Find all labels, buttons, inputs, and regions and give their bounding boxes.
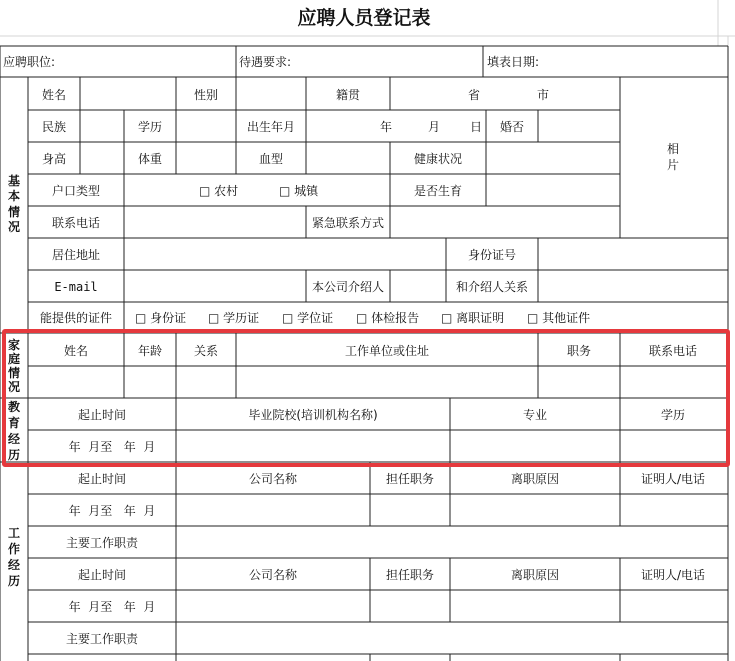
basic-section-label xyxy=(8,173,20,234)
marital-label: 婚否 xyxy=(499,120,525,134)
weight-label: 体重 xyxy=(137,152,163,166)
edu-period-value: 年 月至 年 月 xyxy=(68,440,156,454)
work-period-header: 起止时间 xyxy=(77,472,127,486)
has-children-label: 是否生育 xyxy=(413,184,463,198)
family-relation-header: 关系 xyxy=(193,344,219,358)
svg-text:基: 基 xyxy=(7,174,21,188)
certificates-label: 能提供的证件 xyxy=(39,311,113,325)
svg-text:教: 教 xyxy=(7,400,21,414)
svg-text:历: 历 xyxy=(7,574,21,588)
edu-period-header: 起止时间 xyxy=(77,408,127,422)
work-reference-header: 证明人/电话 xyxy=(640,472,706,486)
form-title: 应聘人员登记表 xyxy=(297,7,431,29)
referrer-label: 本公司介绍人 xyxy=(311,280,385,294)
hukou-urban-option[interactable]: □ 城镇 xyxy=(279,184,319,198)
family-workplace-header: 工作单位或住址 xyxy=(344,344,430,358)
family-job-header: 职务 xyxy=(566,344,592,358)
photo-label xyxy=(667,141,679,172)
id-number-label: 身份证号 xyxy=(467,248,517,262)
native-place-label: 籍贯 xyxy=(335,88,361,102)
phone-label: 联系电话 xyxy=(51,216,101,230)
svg-text:况: 况 xyxy=(7,380,21,394)
referrer-relation-label: 和介绍人关系 xyxy=(455,280,529,294)
svg-text:况: 况 xyxy=(7,220,21,234)
hukou-type-label: 户口类型 xyxy=(51,184,101,198)
work-leave-reason-header: 离职原因 xyxy=(510,568,560,582)
gender-label: 性别 xyxy=(193,88,219,102)
work-period-value: 年 月至 年 月 xyxy=(68,504,156,518)
svg-text:工: 工 xyxy=(7,526,21,540)
svg-text:本: 本 xyxy=(7,189,21,203)
month-label: 月 xyxy=(427,120,441,134)
blood-type-label: 血型 xyxy=(258,152,284,166)
svg-text:相: 相 xyxy=(666,142,680,156)
edu-school-header: 毕业院校(培训机构名称) xyxy=(248,408,378,422)
city-label: 市 xyxy=(536,88,550,102)
work-post-header: 担任职务 xyxy=(385,568,435,582)
work-company-header: 公司名称 xyxy=(248,568,298,582)
position-label: 应聘职位: xyxy=(3,55,56,69)
work-duties-label: 主要工作职责 xyxy=(65,536,139,550)
emergency-contact-label: 紧急联系方式 xyxy=(311,216,385,230)
name-label: 姓名 xyxy=(41,88,67,102)
address-label: 居住地址 xyxy=(51,248,101,262)
edu-major-header: 专业 xyxy=(522,408,548,422)
work-leave-reason-header: 离职原因 xyxy=(510,472,560,486)
birth-date-label: 出生年月 xyxy=(246,120,296,134)
family-section-label xyxy=(7,337,20,394)
date-label: 填表日期: xyxy=(487,55,540,69)
svg-text:庭: 庭 xyxy=(7,352,21,366)
cert-id-option[interactable]: □ 身份证 xyxy=(135,311,187,325)
health-label: 健康状况 xyxy=(413,152,463,166)
cert-diploma-option[interactable]: □ 学历证 xyxy=(208,311,260,325)
work-duties-label: 主要工作职责 xyxy=(65,632,139,646)
svg-text:情: 情 xyxy=(7,366,21,380)
svg-text:历: 历 xyxy=(7,448,21,462)
svg-text:情: 情 xyxy=(7,205,21,219)
ethnicity-label: 民族 xyxy=(41,120,67,134)
cert-other-option[interactable]: □ 其他证件 xyxy=(527,311,591,325)
family-name-header: 姓名 xyxy=(63,344,89,358)
family-phone-header: 联系电话 xyxy=(648,344,698,358)
cert-resignation-option[interactable]: □ 离职证明 xyxy=(441,311,505,325)
svg-text:经: 经 xyxy=(7,432,21,446)
svg-text:经: 经 xyxy=(7,558,21,572)
day-label: 日 xyxy=(469,120,483,134)
year-label: 年 xyxy=(379,120,393,134)
svg-text:育: 育 xyxy=(7,416,21,430)
work-section-label xyxy=(8,526,20,588)
work-period-header: 起止时间 xyxy=(77,568,127,582)
svg-text:作: 作 xyxy=(7,542,21,556)
edu-degree-header: 学历 xyxy=(660,408,686,422)
height-label: 身高 xyxy=(41,152,67,166)
edu-section-label xyxy=(7,399,21,462)
hukou-rural-option[interactable]: □ 农村 xyxy=(199,184,239,198)
salary-label: 待遇要求: xyxy=(239,55,292,69)
province-label: 省 xyxy=(467,88,481,102)
svg-text:家: 家 xyxy=(7,338,21,352)
work-reference-header: 证明人/电话 xyxy=(640,568,706,582)
work-company-header: 公司名称 xyxy=(248,472,298,486)
svg-text:片: 片 xyxy=(666,158,680,172)
email-label: E-mail xyxy=(54,280,98,294)
family-age-header: 年龄 xyxy=(137,344,163,358)
cert-medical-option[interactable]: □ 体检报告 xyxy=(356,311,420,325)
education-label: 学历 xyxy=(137,120,163,134)
work-period-value: 年 月至 年 月 xyxy=(68,600,156,614)
cert-degree-option[interactable]: □ 学位证 xyxy=(282,311,334,325)
work-post-header: 担任职务 xyxy=(385,472,435,486)
